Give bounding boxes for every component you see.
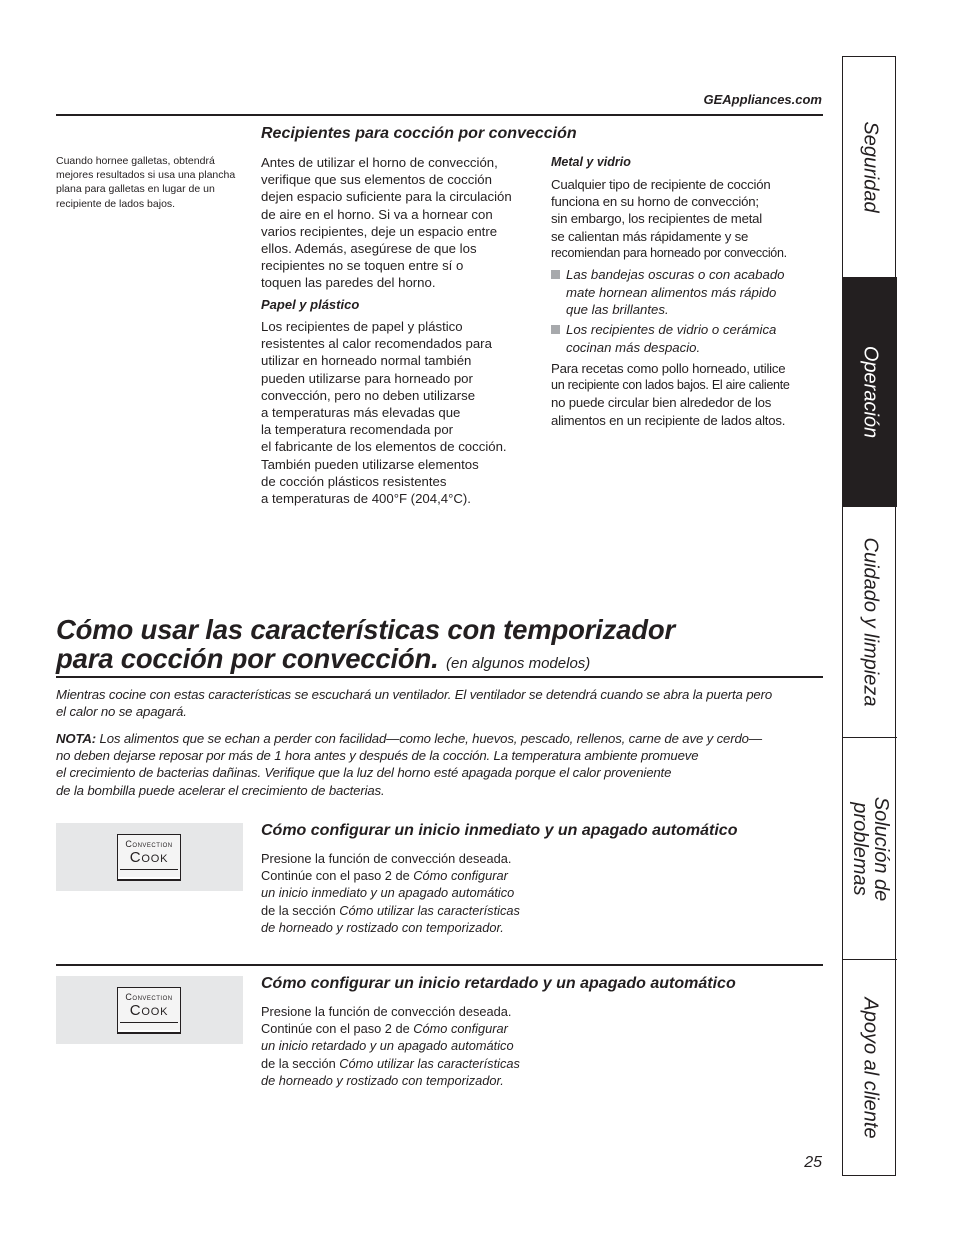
tab-operacion[interactable] <box>843 278 897 507</box>
page-number: 25 <box>804 1154 822 1171</box>
text-line: mate hornean alimentos más rápido <box>566 284 777 300</box>
delayed-start-text <box>261 1003 561 1089</box>
title-line-2: para cocción por convección. <box>56 643 439 674</box>
text-line: cocinan más despacio. <box>566 339 701 355</box>
text-part: de la sección <box>261 902 340 918</box>
text-line: verifique que sus elementos de cocción <box>261 172 492 188</box>
text-line: el fabricante de los elementos de cocción. <box>261 439 507 455</box>
nota-line: Los alimentos que se echan a perder con facilidad—como leche, huevos, pescado, rellenos, carne de ave y cerdo— <box>99 731 762 746</box>
tab-label <box>849 796 891 901</box>
text-line: que las brillantes. <box>566 302 669 317</box>
button-label-top: Convection <box>125 992 173 1002</box>
text-line: un inicio inmediato y un apagado automático <box>261 885 515 901</box>
text-part-italic: Cómo configurar <box>413 868 508 884</box>
button-label-bottom: Cook <box>129 1002 169 1019</box>
text-line: recipientes no se toquen entre sí o <box>261 258 464 274</box>
convection-cook-button[interactable] <box>117 987 181 1033</box>
tab-solucion-problemas[interactable] <box>843 738 897 960</box>
text-line: no deben dejarse reposar por más de 1 hora antes y después de la cocción. La temperatura ambiente promueve <box>56 748 699 764</box>
section-tabs <box>842 56 896 1176</box>
button-panel <box>56 823 243 891</box>
text-line <box>261 867 561 884</box>
button-label-bottom: Cook <box>129 849 169 866</box>
immediate-start-heading: Cómo configurar un inicio inmediato y un apagado automático <box>261 822 738 839</box>
text-line: funciona en su horno de convección; <box>551 194 759 210</box>
text-line: de aire en el horno. Si va a hornear con <box>261 206 493 222</box>
text-line: Para recetas como pollo horneado, utilice <box>551 361 786 376</box>
title-note: (en algunos modelos) <box>446 655 591 672</box>
text-part: de la sección <box>261 1055 340 1071</box>
text-line: a temperaturas de 400°F (204,4°C). <box>261 491 471 507</box>
section-title <box>56 615 826 678</box>
text-line: Las bandejas oscuras o con acabado <box>566 267 785 282</box>
tab-label-line: problemas <box>849 801 871 896</box>
text-part-italic: Cómo utilizar las características <box>339 1055 520 1071</box>
button-underline <box>120 869 178 870</box>
side-note-line: mejores resultados si usa una plancha <box>56 169 236 182</box>
header-rule <box>56 114 823 116</box>
text-line: Los recipientes de papel y plástico <box>261 319 463 334</box>
text-line <box>261 1055 561 1072</box>
tab-label: Seguridad <box>859 121 882 213</box>
pans-heading: Recipientes para cocción por convección <box>261 125 577 142</box>
side-note-line: recipiente de lados bajos. <box>56 197 176 210</box>
tab-apoyo-cliente[interactable] <box>843 960 897 1176</box>
nota-label: NOTA: <box>56 731 97 746</box>
text-line <box>56 730 831 747</box>
pans-intro <box>261 154 536 292</box>
text-line: varios recipientes, deje un espacio entre <box>261 223 498 239</box>
title-rule <box>56 676 823 678</box>
button-label-top: Convection <box>125 839 173 849</box>
roast-tip-text <box>551 360 823 429</box>
text-line: convección, pero no deben utilizarse <box>261 387 476 403</box>
section-intro <box>56 686 831 720</box>
text-line: utilizar en horneado normal también <box>261 353 472 369</box>
paper-plastic-text <box>261 318 536 507</box>
text-line: el calor no se apagará. <box>56 704 187 720</box>
text-line: Los recipientes de vidrio o cerámica <box>566 322 777 337</box>
title-line: Cómo usar las características con temporizador <box>56 614 675 645</box>
side-note-line: Cuando hornee galletas, obtendrá <box>56 155 215 167</box>
delayed-start-heading: Cómo configurar un inicio retardado y un apagado automático <box>261 975 736 992</box>
text-line: También pueden utilizarse elementos <box>261 456 479 472</box>
text-line: toquen las paredes del horno. <box>261 275 436 291</box>
text-line: Cualquier tipo de recipiente de cocción <box>551 177 771 192</box>
bullet-glass-pans <box>551 321 821 356</box>
text-line: resistentes al calor recomendados para <box>261 336 492 352</box>
text-line: de cocción plásticos resistentes <box>261 473 447 489</box>
text-line: ellos. Además, asegúrese de que los <box>261 241 477 257</box>
text-line <box>261 902 561 919</box>
text-line: pueden utilizarse para horneado por <box>261 370 473 386</box>
text-line: recomiendan para horneado por convección. <box>551 245 787 260</box>
bullet-dark-pans <box>551 266 821 319</box>
immediate-start-text <box>261 850 561 936</box>
metal-glass-text <box>551 176 823 262</box>
text-line: a temperaturas más elevadas que <box>261 405 461 421</box>
text-line: Presione la función de convección deseada. <box>261 1004 512 1019</box>
text-line: se calientan más rápidamente y se <box>551 228 749 244</box>
text-line: la temperatura recomendada por <box>261 422 454 438</box>
block-divider <box>56 964 823 966</box>
text-line: alimentos en un recipiente de lados altos. <box>551 412 786 428</box>
side-note <box>56 154 246 211</box>
tab-label: Cuidado y limpieza <box>859 537 882 707</box>
text-line: un inicio retardado y un apagado automático <box>261 1038 514 1054</box>
tab-label-line: Solución de <box>870 796 892 901</box>
bullet-square <box>551 325 560 334</box>
text-line: Presione la función de convección deseada. <box>261 851 512 866</box>
bullet-text <box>566 321 776 356</box>
tab-cuidado-limpieza[interactable] <box>843 507 897 738</box>
website-url: GEAppliances.com <box>703 92 822 107</box>
bullet-text <box>566 266 784 319</box>
text-line: dejen espacio suficiente para la circulación <box>261 189 512 205</box>
button-underline <box>120 1022 178 1023</box>
text-line: Antes de utilizar el horno de convección, <box>261 155 498 170</box>
text-line: Mientras cocine con estas características se escuchará un ventilador. El ventilador se detendrá cuando se abra la puerta pero <box>56 687 773 702</box>
button-panel <box>56 976 243 1044</box>
text-line: de horneado y rostizado con temporizador. <box>261 1072 504 1088</box>
bullet-square <box>551 270 560 279</box>
title-line <box>56 644 826 678</box>
text-part-italic: Cómo configurar <box>413 1021 508 1037</box>
text-line: el crecimiento de bacterias dañinas. Verifique que la luz del horno esté apagada porque el calor proveniente <box>56 765 672 781</box>
tab-label: Apoyo al cliente <box>859 997 882 1139</box>
paper-plastic-heading: Papel y plástico <box>261 297 360 312</box>
text-part: Continúe con el paso 2 de <box>261 1021 414 1037</box>
text-line: de la bombilla puede acelerar el crecimiento de bacterias. <box>56 782 385 798</box>
text-part-italic: Cómo utilizar las características <box>339 902 520 918</box>
text-line: un recipiente con lados bajos. El aire caliente <box>551 378 790 393</box>
metal-glass-heading: Metal y vidrio <box>551 155 631 169</box>
tab-seguridad[interactable] <box>843 57 897 278</box>
nota-paragraph <box>56 730 831 799</box>
text-line <box>261 1020 561 1037</box>
text-line: no puede circular bien alrededor de los <box>551 395 772 411</box>
text-part: Continúe con el paso 2 de <box>261 868 414 884</box>
side-note-line: plana para galletas en lugar de un <box>56 183 215 196</box>
convection-cook-button[interactable] <box>117 834 181 880</box>
tab-label: Operación <box>859 345 882 439</box>
text-line: de horneado y rostizado con temporizador. <box>261 919 504 935</box>
text-line: sin embargo, los recipientes de metal <box>551 211 763 227</box>
